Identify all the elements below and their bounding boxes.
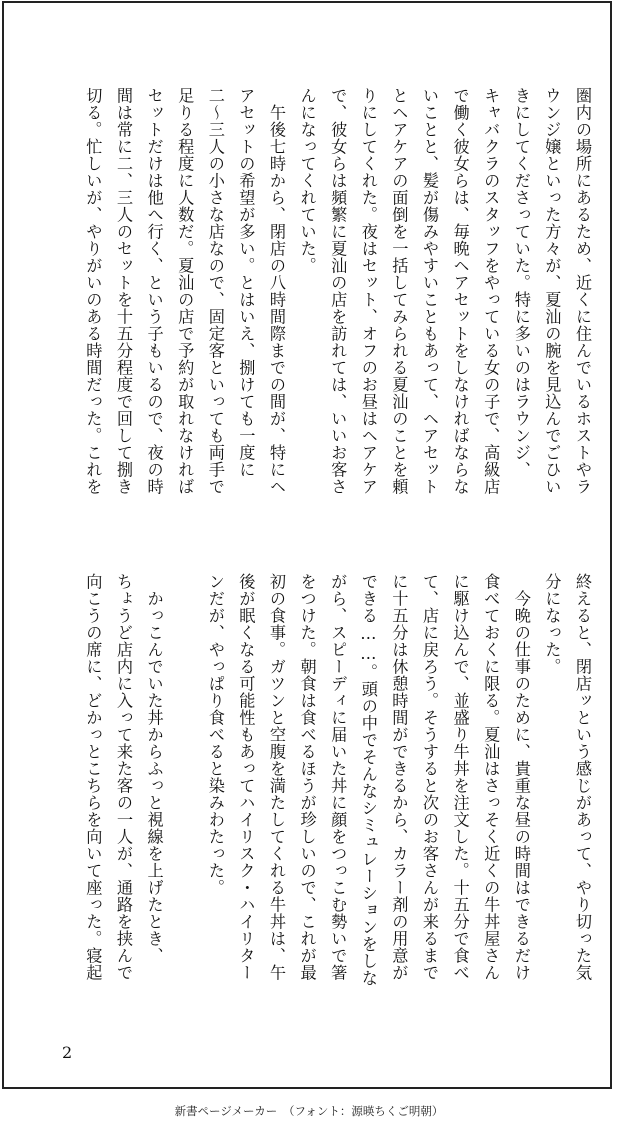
text-column: 今晩の仕事のために、貴重な昼の時間はできるだけ xyxy=(511,573,531,981)
text-column: とヘアケアの面倒を一括してみられる夏汕のことを頼 xyxy=(389,87,409,495)
text-column: ウンジ嬢といった方々が、夏汕の腕を見込んでごひい xyxy=(542,87,562,495)
text-column: セットだけは他へ行く、という子もいるので、夜の時 xyxy=(144,87,164,495)
text-column: かっこんでいた丼からふっと視線を上げたとき、 xyxy=(144,573,164,964)
text-column: ちょうど店内に入って来た客の一人が、通路を挟んで xyxy=(114,573,133,981)
text-column: 圏内の場所にあるため、近くに住んでいるホストやラ xyxy=(573,87,592,495)
text-column: 間は常に二、三人のセットを十五分程度で回して捌き xyxy=(114,87,133,495)
footer-caption: 新書ページメーカー （フォント：源暎ちくご明朝） xyxy=(174,1104,444,1118)
text-column: 足りる程度に人数だ。夏汕の店で予約が取れなければ xyxy=(175,87,195,495)
text-column: 後が眠くなる可能性もあってハイリスク・ハイリター xyxy=(236,573,256,981)
book-page xyxy=(2,1,612,1089)
text-column: いことと、髪が傷みやすいこともあって、ヘアセット xyxy=(420,87,439,495)
text-column: 切る。忙しいが、やりがいのある時間だった。これを xyxy=(83,87,103,495)
text-column: アセットの希望が多い。とはいえ、捌けても一度に xyxy=(236,87,256,478)
text-column: に駆け込んで、並盛り牛丼を注文した。十五分で食べ xyxy=(450,573,470,981)
text-column: できる……。頭の中でそんなシミュレーションをしな xyxy=(358,573,378,987)
text-column: で、彼女らは頻繁に夏汕の店を訪れては、いいお客さ xyxy=(328,87,348,495)
text-column: りにしてくれた。夜はセット、オフのお昼はヘアケア xyxy=(358,87,378,495)
text-column: 向こうの席に、どかっとこちらを向いて座った。寝起 xyxy=(83,573,103,981)
text-column: ンだが、やっぱり食べると染みわたった。 xyxy=(205,573,225,896)
text-column: 終えると、閉店ッという感じがあって、やり切った気 xyxy=(573,573,592,981)
text-column: 二〜三人の小さな店なので、固定客といっても両手で xyxy=(205,87,225,495)
text-column: で働く彼女らは、毎晩ヘアセットをしなければならな xyxy=(450,87,470,495)
text-column: きにしてくださっていた。特に多いのはラウンジ、 xyxy=(511,87,531,478)
text-column: がら、スピーディに届いた丼に顔をつっこむ勢いで箸 xyxy=(328,573,348,981)
text-column: 初の食事。ガツンと空腹を満たしてくれる牛丼は、午 xyxy=(267,573,286,981)
text-column: キャバクラのスタッフをやっている女の子で、高級店 xyxy=(481,87,501,495)
page-number: 2 xyxy=(62,1043,73,1062)
text-column: て、店に戻ろう。そうすると次のお客さんが来るまで xyxy=(420,573,439,981)
text-column: んになってくれていた。 xyxy=(297,87,317,274)
text-column: 午後七時から、閉店の八時間際までの間が、特にヘ xyxy=(267,87,286,495)
text-column: 分になった。 xyxy=(542,573,562,675)
text-column: に十五分は休憩時間ができるから、カラー剤の用意が xyxy=(389,573,409,981)
text-column: をつけた。朝食は食べるほうが珍しいので、これが最 xyxy=(297,573,317,981)
text-column: 食べておくに限る。夏汕はさっそく近くの牛丼屋さん xyxy=(481,573,501,981)
